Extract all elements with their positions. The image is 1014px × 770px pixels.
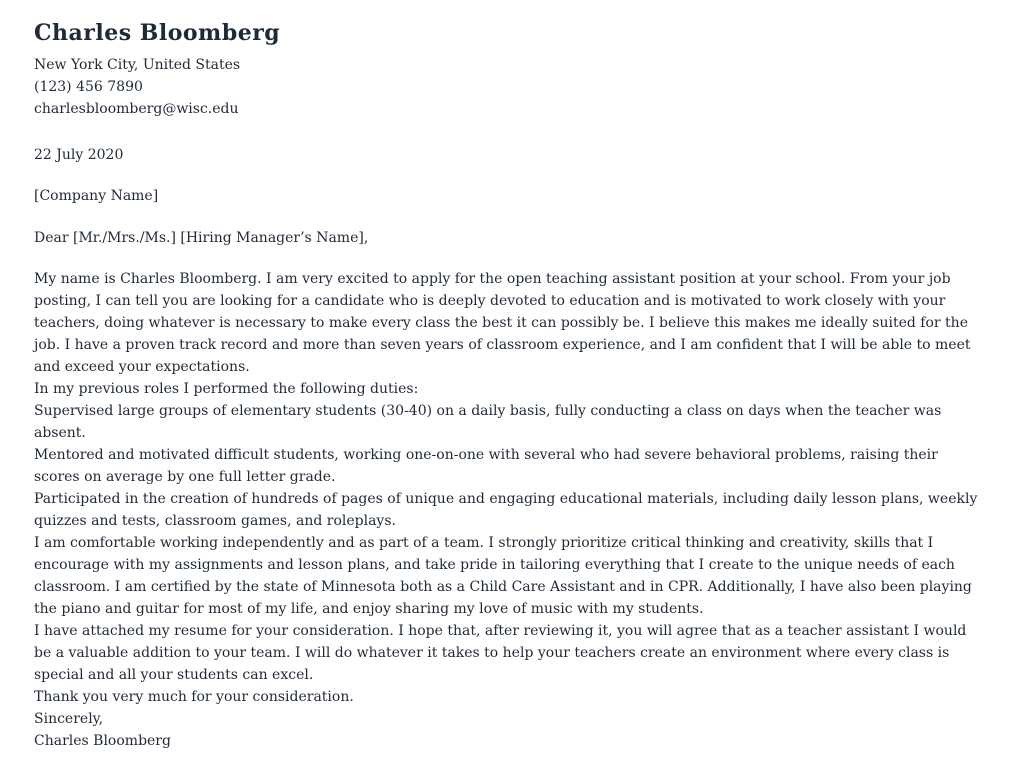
applicant-location: New York City, United States [34,57,241,73]
thanks-line: Thank you very much for your consideration. [34,689,354,705]
letter-date: 22 July 2020 [34,147,124,163]
sign-off: Sincerely, [34,711,104,727]
duty-supervision: Supervised large groups of elementary students (30-40) on a daily basis, fully conducting a class on days when the teacher was absent. [34,403,942,441]
closing-paragraph: I have attached my resume for your consideration. I hope that, after reviewing it, you will agree that as a teacher assistant I would be a valuable addition to your team. I will do whatever it takes to help your teachers create an environment where every class is special and all your students can excel. [34,623,967,683]
duties-intro: In my previous roles I performed the following duties: [34,381,419,397]
signature-name: Charles Bloomberg [34,733,171,749]
applicant-name: Charles Bloomberg [34,20,281,46]
intro-paragraph: My name is Charles Bloomberg. I am very excited to apply for the open teaching assistant position at your school. From your job posting, I can tell you are looking for a candidate who is deeply devoted to education and is motivated to work closely with your teachers, doing whatever is necessary to make every class the best it can possibly be. I believe this makes me ideally suited for the job. I have a proven track record and more than seven years of classroom experience, and I am confident that I will be able to meet and exceed your expectations. [34,271,971,375]
skills-paragraph: I am comfortable working independently and as part of a team. I strongly prioritize critical thinking and creativity, skills that I encourage with my assignments and lesson plans, and take pride in tailoring everything that I create to the unique needs of each classroom. I am certified by the state of Minnesota both as a Child Care Assistant and in CPR. Additionally, I have also been playing the piano and guitar for most of my life, and enjoy sharing my love of music with my students. [34,535,972,617]
company-name: [Company Name] [34,188,159,204]
applicant-email: charlesbloomberg@wisc.edu [34,101,239,117]
duty-mentoring: Mentored and motivated difficult students, working one-on-one with several who had severe behavioral problems, raising their scores on average by one full letter grade. [34,447,938,485]
duty-materials: Participated in the creation of hundreds of pages of unique and engaging educational materials, including daily lesson plans, weekly quizzes and tests, classroom games, and roleplays. [34,491,978,529]
salutation: Dear [Mr./Mrs./Ms.] [Hiring Manager’s Name], [34,230,369,246]
applicant-phone: (123) 456 7890 [34,79,143,95]
letter-body [34,268,978,752]
